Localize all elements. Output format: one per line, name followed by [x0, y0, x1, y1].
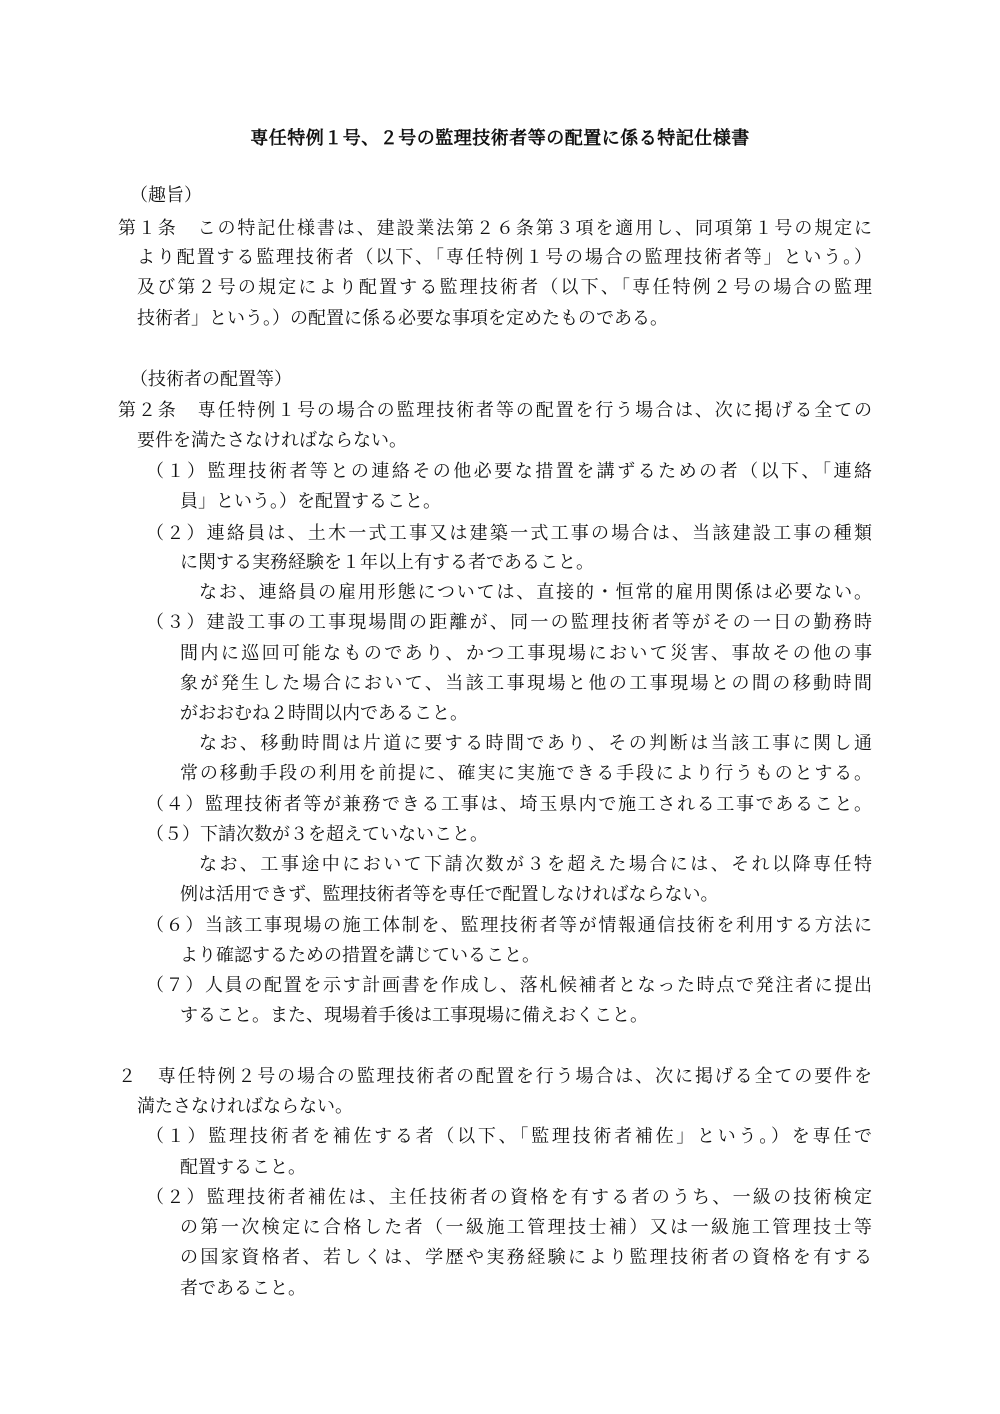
item-3-line: （３）建設工事の工事現場間の距離が、同一の監理技術者等がその一日の勤務時 — [146, 612, 872, 633]
item-3-note: 常の移動手段の利用を前提に、確実に実施できる手段により行うものとする。 — [180, 763, 872, 784]
item-1-line: 員」という。）を配置すること。 — [180, 491, 441, 512]
section2-intro-line: 要件を満たさなければならない。 — [137, 430, 407, 451]
item-1-line: （１）監理技術者等との連絡その他必要な措置を講ずるための者（以下、「連絡 — [146, 461, 872, 482]
document-title: 専任特例１号、２号の監理技術者等の配置に係る特記仕様書 — [250, 128, 750, 149]
paragraph2-intro-line: ２ 専任特例２号の場合の監理技術者の配置を行う場合は、次に掲げる全ての要件を — [118, 1066, 872, 1087]
item-5-line: （５）下請次数が３を超えていないこと。 — [146, 824, 488, 845]
p2-item-1-line: （１）監理技術者を補佐する者（以下、「監理技術者補佐」という。）を専任で — [146, 1126, 872, 1147]
item-7-line: （７）人員の配置を示す計画書を作成し、落札候補者となった時点で発注者に提出 — [146, 975, 872, 996]
item-2-line: （２）連絡員は、土木一式工事又は建築一式工事の場合は、当該建設工事の種類 — [146, 523, 872, 544]
item-3-line: がおおむね２時間以内であること。 — [180, 703, 468, 724]
item-5-note: なお、工事途中において下請次数が３を超えた場合には、それ以降専任特 — [199, 854, 872, 875]
section1-line: 第１条 この特記仕様書は、建設業法第２６条第３項を適用し、同項第１号の規定に — [118, 218, 872, 239]
item-6-line: （６）当該工事現場の施工体制を、監理技術者等が情報通信技術を利用する方法に — [146, 915, 872, 936]
p2-item-2-line: 者であること。 — [180, 1278, 306, 1299]
section1-line: 及び第２号の規定により配置する監理技術者（以下、「専任特例２号の場合の監理 — [137, 277, 872, 298]
section2-intro-line: 第２条 専任特例１号の場合の監理技術者等の配置を行う場合は、次に掲げる全ての — [118, 400, 872, 421]
item-3-note: なお、移動時間は片道に要する時間であり、その判断は当該工事に関し通 — [199, 733, 872, 754]
p2-item-1-line: 配置すること。 — [180, 1157, 306, 1178]
item-7-line: すること。また、現場着手後は工事現場に備えおくこと。 — [180, 1005, 648, 1026]
section1-heading: （趣旨） — [130, 185, 202, 206]
item-5-note: 例は活用できず、監理技術者等を専任で配置しなければならない。 — [180, 884, 719, 905]
p2-item-2-line: の第一次検定に合格した者（一級施工管理技士補）又は一級施工管理技士等 — [180, 1217, 872, 1238]
item-2-note: なお、連絡員の雇用形態については、直接的・恒常的雇用関係は必要ない。 — [199, 582, 872, 603]
item-2-line: に関する実務経験を１年以上有する者であること。 — [180, 552, 594, 573]
section1-line: 技術者」という。）の配置に係る必要な事項を定めたものである。 — [137, 308, 668, 329]
p2-item-2-line: （２）監理技術者補佐は、主任技術者の資格を有する者のうち、一級の技術検定 — [146, 1187, 872, 1208]
p2-item-2-line: の国家資格者、若しくは、学歴や実務経験により監理技術者の資格を有する — [180, 1247, 872, 1268]
item-3-line: 象が発生した場合において、当該工事現場と他の工事現場との間の移動時間 — [180, 673, 872, 694]
item-6-line: より確認するための措置を講じていること。 — [180, 945, 540, 966]
section1-line: より配置する監理技術者（以下、「専任特例１号の場合の監理技術者等」という。） — [137, 247, 872, 268]
item-4-line: （４）監理技術者等が兼務できる工事は、埼玉県内で施工される工事であること。 — [146, 794, 872, 815]
paragraph2-intro-line: 満たさなければならない。 — [137, 1096, 353, 1117]
section2-heading: （技術者の配置等） — [130, 369, 292, 390]
item-3-line: 間内に巡回可能なものであり、かつ工事現場において災害、事故その他の事 — [180, 643, 872, 664]
